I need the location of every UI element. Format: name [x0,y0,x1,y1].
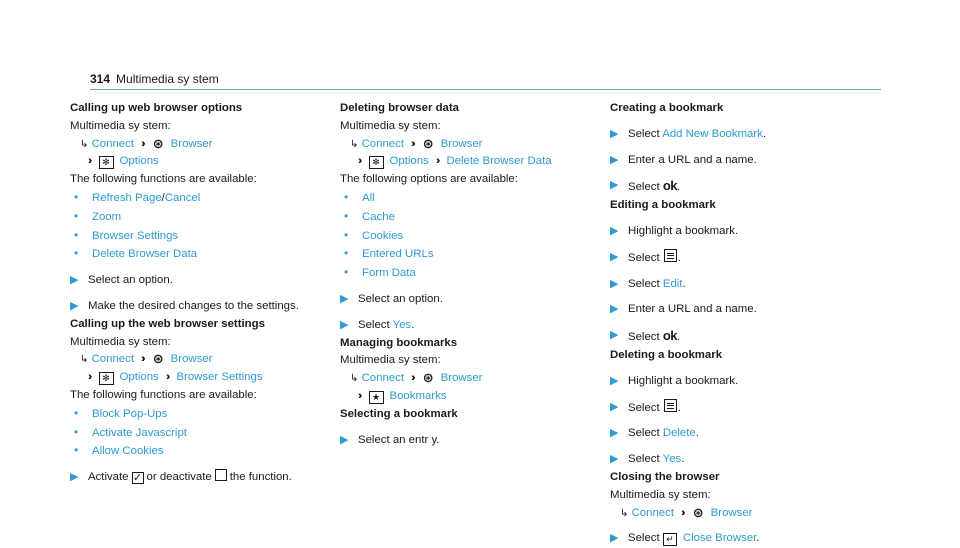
play-triangle-icon: ▶ [610,127,619,140]
option-cookies[interactable]: Cookies [362,229,404,242]
nav-path [340,370,600,388]
header-title: Multimedia sy stem [116,72,219,86]
step-text: or deactivate [146,471,212,484]
step [610,373,870,391]
ok-icon: ok [662,328,678,344]
nav-connect[interactable]: Connect [631,506,674,519]
double-chevron-icon: ›› [165,371,168,384]
return-arrow-icon: ↳ [350,138,359,150]
play-triangle-icon: ▶ [610,453,619,466]
browser-icon: ⊛ [152,135,164,151]
step-text: Select [628,427,660,440]
step: ▶ Select Add New Bookmark. [610,126,870,144]
system-label: Multimedia sy stem: [340,119,441,132]
step [340,291,600,309]
section-heading: Calling up the web browser settings [70,317,265,330]
system-label: Multimedia sy stem: [610,488,711,501]
play-triangle-icon: ▶ [610,532,619,545]
step [610,301,870,319]
nav-browser[interactable]: Browser [440,372,483,385]
nav-connect[interactable]: Connect [91,353,134,366]
list-item [70,245,320,264]
option-block-popups[interactable]: Block Pop-Ups [92,407,168,420]
header-rule [90,89,881,90]
section-heading: Managing bookmarks [340,336,458,349]
step-text: Select [628,181,660,194]
system-label: Multimedia sy stem: [340,354,441,367]
list-item [340,264,600,283]
double-chevron-icon: ›› [141,353,143,366]
nav-options[interactable]: Options [389,155,429,168]
step-text: Make the desired changes to the settings. [88,299,299,312]
step [610,223,870,241]
list-item [70,208,320,227]
step-text: Select an entr y. [358,433,440,446]
step [70,298,320,316]
system-label: Multimedia sy stem: [70,119,171,132]
bullet-icon [74,245,92,264]
step: ▶ Select Delete. [610,425,870,443]
bullet-icon [74,208,92,227]
nav-path [340,136,600,154]
page-number: 314 [90,72,111,86]
bullet-icon [344,245,362,264]
step: ▶ Select Yes. [610,451,870,469]
section-heading: Creating a bookmark [610,102,724,114]
double-chevron-icon: ›› [435,155,438,168]
step-text: Select [628,401,660,414]
list-item [70,442,320,461]
nav-bookmarks[interactable]: Bookmarks [389,389,447,402]
star-icon: ★ [369,391,384,404]
section-heading: Deleting a bookmark [610,348,723,361]
ok-icon: ok [662,178,678,194]
step-text: Enter a URL and a name. [628,153,757,166]
bullet-icon [74,442,92,461]
nav-path [70,351,320,369]
nav-options[interactable]: Options [119,155,159,168]
bullet-icon [344,189,362,208]
section-heading: Calling up web browser options [70,102,243,114]
list-item [340,245,600,264]
double-chevron-icon: ›› [358,155,360,168]
return-arrow-icon: ↳ [80,138,89,150]
play-triangle-icon: ▶ [340,318,349,331]
play-triangle-icon: ▶ [610,400,619,413]
gear-icon: ✻ [99,372,114,385]
nav-connect[interactable]: Connect [91,137,134,150]
step: ▶ Select ok. [610,328,681,344]
column-2 [340,100,600,449]
bullet-icon [344,264,362,283]
back-icon: ↵ [663,533,677,546]
option-browser-settings[interactable]: Browser Settings [92,229,179,242]
nav-connect[interactable]: Connect [361,137,404,150]
option-delete[interactable]: Delete [662,427,696,440]
browser-icon: ⊛ [692,504,704,520]
option-activate-javascript[interactable]: Activate Javascript [92,426,187,439]
nav-path-2 [70,153,320,171]
step-text: Highlight a bookmark. [628,224,739,237]
checkbox-checked-icon: ✓ [132,472,143,485]
step: ▶ Select Yes. [340,317,600,335]
nav-browser[interactable]: Browser [440,137,483,150]
option-add-new-bookmark[interactable]: Add New Bookmark [662,127,763,140]
page-header [90,71,219,89]
section-heading: Selecting a bookmark [340,407,458,420]
step: ▶ Select Edit. [610,276,870,294]
play-triangle-icon: ▶ [340,292,349,305]
nav-path [70,136,320,154]
nav-path-2 [340,153,600,171]
step [610,152,870,170]
step [70,272,320,290]
list-item [70,405,320,424]
list-item: •Refresh Page/Cancel [70,189,320,208]
gear-icon: ✻ [369,156,384,169]
double-chevron-icon: ›› [411,137,413,150]
browser-icon: ⊛ [422,135,434,151]
play-triangle-icon: ▶ [70,299,79,312]
option-yes[interactable]: Yes [662,453,682,466]
step-text: Select [628,453,660,466]
step-text: Select an option. [88,274,173,287]
step-text: Select [628,251,660,264]
list-item [340,227,600,246]
step: ▶ Select ↵ Close Browser. [610,530,870,548]
intro-text: The following functions are available: [70,173,257,186]
step [70,469,320,487]
play-triangle-icon: ▶ [610,153,619,166]
step-text: Select an option. [358,292,443,305]
list-item [340,208,600,227]
double-chevron-icon: ›› [88,155,90,168]
nav-path-2 [70,369,320,387]
nav-path-2 [340,388,600,406]
step-text: Activate [88,471,129,484]
section-heading: Deleting browser data [340,102,459,114]
play-triangle-icon: ▶ [70,274,79,287]
nav-path [610,505,870,523]
step-text: the function. [229,471,292,484]
list-item [340,189,600,208]
option-form-data[interactable]: Form Data [362,267,416,280]
step-text: Select [628,277,660,290]
nav-browser[interactable]: Browser [710,506,753,519]
step-text: Enter a URL and a name. [628,303,757,316]
bullet-icon [344,208,362,227]
option-cache[interactable]: Cache [362,210,395,223]
nav-connect[interactable]: Connect [361,372,404,385]
option-cancel[interactable]: Cancel [164,191,201,204]
play-triangle-icon: ▶ [610,224,619,237]
bullet-icon [74,189,92,208]
double-chevron-icon: ›› [681,506,683,519]
bullet-icon [74,227,92,246]
return-arrow-icon: ↳ [620,507,629,519]
return-arrow-icon: ↳ [350,373,359,385]
step-text: Select [628,532,660,545]
nav-browser[interactable]: Browser [170,353,213,366]
play-triangle-icon: ▶ [610,329,619,342]
step: ▶ Select ok. [610,178,681,194]
nav-browser-settings[interactable]: Browser Settings [176,371,263,384]
play-triangle-icon: ▶ [610,374,619,387]
option-zoom[interactable]: Zoom [92,210,122,223]
nav-delete-browser-data[interactable]: Delete Browser Data [446,155,552,168]
browser-icon: ⊛ [422,370,434,386]
play-triangle-icon: ▶ [70,471,79,484]
double-chevron-icon: ›› [141,137,143,150]
nav-options[interactable]: Options [119,371,159,384]
gear-icon: ✻ [99,156,114,169]
bullet-icon [344,227,362,246]
menu-icon [664,399,677,412]
play-triangle-icon: ▶ [610,179,619,192]
play-triangle-icon: ▶ [610,250,619,263]
option-yes[interactable]: Yes [392,318,412,331]
play-triangle-icon: ▶ [610,277,619,290]
section-heading: Closing the browser [610,470,720,483]
option-close-browser[interactable]: Close Browser [682,532,757,545]
bullet-icon [74,424,92,443]
option-refresh-page[interactable]: Refresh Page [92,191,162,204]
double-chevron-icon: ›› [358,389,360,402]
list-item [70,424,320,443]
option-allow-cookies[interactable]: Allow Cookies [92,445,164,458]
step-text: Select [628,127,660,140]
section-heading: Editing a bookmark [610,199,716,212]
intro-text: The following options are available: [340,173,518,186]
step: ▶ Select . [610,249,870,268]
step-text: Select [628,331,660,344]
list-item [70,227,320,246]
play-triangle-icon: ▶ [610,427,619,440]
option-all[interactable]: All [362,191,375,204]
option-entered-urls[interactable]: Entered URLs [362,248,434,261]
play-triangle-icon: ▶ [340,433,349,446]
checkbox-empty-icon [215,469,227,481]
browser-icon: ⊛ [152,351,164,367]
step: ▶ Select . [610,399,870,418]
play-triangle-icon: ▶ [610,303,619,316]
return-arrow-icon: ↳ [80,354,89,366]
double-chevron-icon: ›› [88,371,90,384]
column-3 [610,100,870,548]
system-label: Multimedia sy stem: [70,335,171,348]
menu-icon [664,249,677,262]
step-text: Highlight a bookmark. [628,374,739,387]
column-1 [70,100,320,487]
nav-browser[interactable]: Browser [170,137,213,150]
intro-text: The following functions are available: [70,388,257,401]
step-text: Select [358,318,390,331]
double-chevron-icon: ›› [411,372,413,385]
option-edit[interactable]: Edit [662,277,683,290]
step [340,432,600,450]
bullet-icon [74,405,92,424]
option-delete-browser-data[interactable]: Delete Browser Data [92,248,198,261]
